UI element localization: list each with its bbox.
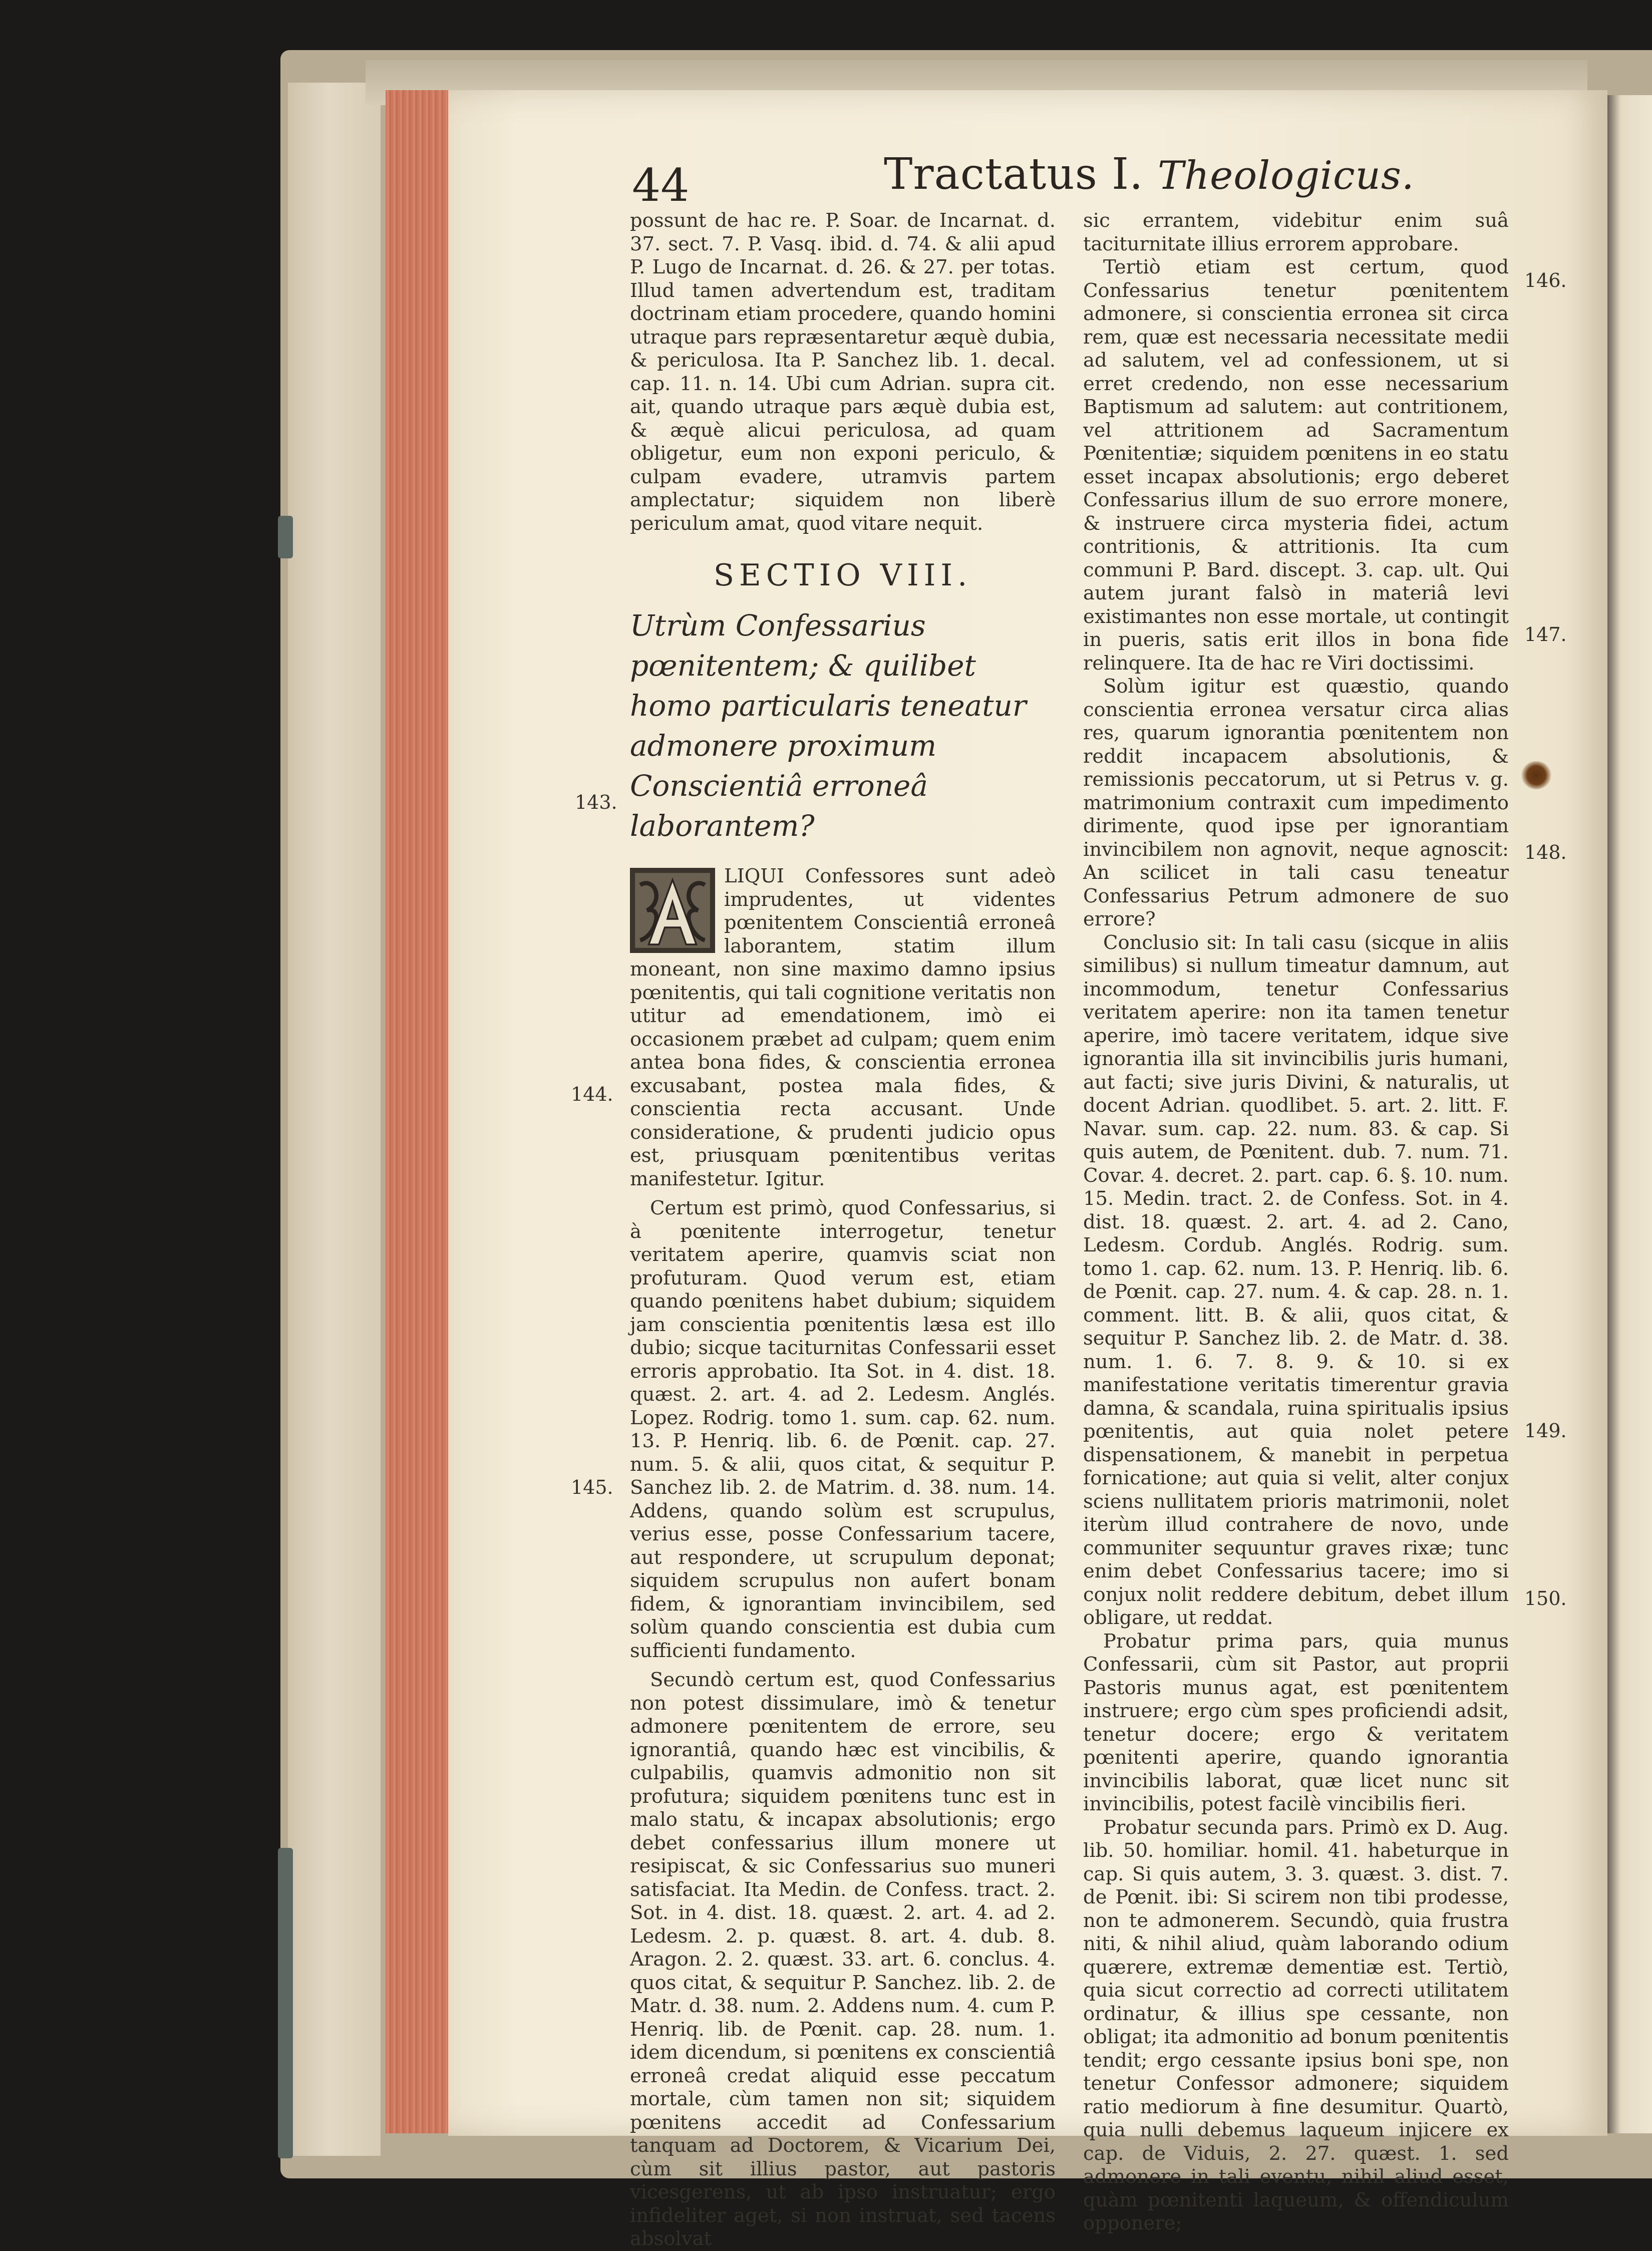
left-column <box>630 209 1056 2251</box>
margin-number-145: 145. <box>571 1476 613 1498</box>
margin-number-150: 150. <box>1524 1587 1567 1610</box>
ornamental-initial-a <box>630 868 715 953</box>
paragraph-147: Solùm igitur est quæstio, quando conscientia erronea versatur circa alias res, quarum ignorantia pœnitentem non reddit incapacem absolutionis, & remissionis peccatorum, ut si Petrus v. g. matrimonium contraxit cum impedimento dirimente, quod ipse per ignorantiam invincibilem non agnovit, neque agnoscit: An scilicet in tali casu teneatur Confessarius Petrum admonere de suo errore? <box>1083 675 1509 930</box>
clasp-bottom <box>278 1848 293 2158</box>
clasp-top <box>278 516 293 558</box>
red-page-edges <box>386 90 451 2133</box>
margin-number-149: 149. <box>1524 1420 1567 1442</box>
running-title-italic: Theologicus. <box>1157 153 1415 198</box>
paragraph-146: Tertiò etiam est certum, quod Confessarius tenetur pœnitentem admonere, si conscientia erronea sit circa rem, quæ est necessaria necessitate medii ad salutem, vel ad confessionem, ut si erret credendo, non esse necessarium Baptismum ad salutem: aut contritionem, vel attritionem ad Sacramentum Pœnitentiæ; siquidem pœnitens in eo statu esset incapax absolutionis; ergo deberet Confessarius illum de suo errore monere, & instruere circa mysteria fidei, actum contritionis, & attritionis. Ita cum communi P. Bard. discept. 3. cap. ult. Qui autem jurant falsò in materiâ levi existimantes non esse mortale, ut contingit in pueris, satis erit illos in bona fide relinquere. Ita de hac re Viri doctissimi. <box>1083 256 1509 675</box>
paragraph-145: Secundò certum est, quod Confessarius non potest dissimulare, imò & tenetur admonere pœnitentem de errore, seu ignorantiâ, quando hæc est vincibilis, & culpabilis, quamvis admonitio non sit profutura; siquidem pœnitens tunc est in malo statu, & incapax absolutionis; ergo debet confessarius illum monere ut resipiscat, & sic Confessarius suo muneri satisfaciat. Ita Medin. de Confess. tract. 2. Sot. in 4. dist. 18. quæst. 2. art. 4. ad 2. Ledesm. 2. p. quæst. 8. art. 4. dub. 8. Aragon. 2. 2. quæst. 33. art. 6. conclus. 4. quos citat, & sequitur P. Sanchez. lib. 2. de Matr. d. 38. num. 2. Addens num. 4. cum P. Henriq. lib. de Pœnit. cap. 28. num. 1. idem dicendum, si pœnitens ex conscientiâ erroneâ credat aliquid esse peccatum mortale, cùm tamen non sit; siquidem pœnitens accedit ad Confessarium tanquam ad Doctorem, & Vicarium Dei, cùm sit illius pastor, aut pastoris vicesgerens, ut ab ipso instruatur; ergo infideliter aget, si non instruat, sed tacens absolvat <box>630 1669 1056 2250</box>
running-title <box>884 149 1415 199</box>
page-number: 44 <box>632 159 690 212</box>
paragraph-149: Probatur prima pars, quia munus Confessarii, cùm sit Pastor, aut proprii Pastoris munus agat, est pœnitentem instruere; ergo cùm spes proficiendi adsit, tenetur docere; ergo & veritatem pœnitenti aperire, quando ignorantia invincibilis laborat, quæ licet nunc sit invincibilis, potest facilè vincibilis fieri. <box>1083 1630 1509 1815</box>
ink-stain <box>1521 761 1551 789</box>
paragraph-143: LIQUI Confessores sunt adeò imprudentes, ut videntes pœnitentem Conscientiâ erroneâ laborantem, statim illum moneant, non sine maximo damno ipsius pœnitentis, qui tali cognitione veritatis non utitur ad emendationem, imò ei occasionem præbet ad culpam; quem enim antea bona fides, & conscientia erronea excusabant, postea mala fides, & conscientia recta accusant. Unde consideratione, & prudenti judicio opus est, priusquam pœnitentibus veritas manifestetur. Igitur. <box>630 865 1056 1190</box>
running-title-main: Tractatus I. <box>884 149 1144 199</box>
margin-number-144: 144. <box>571 1083 613 1105</box>
facing-page-edge <box>1607 95 1652 2133</box>
right-column <box>1083 209 1509 2235</box>
paragraph-148: Conclusio sit: In tali casu (sicque in aliis similibus) si nullum timeatur damnum, aut incommodum, tenetur Confessarius veritatem aperire: non ita tamen tenetur aperire, imò tacere veritatem, idque sive ignorantia illa sit invincibilis juris humani, aut facti; sive juris Divini, & naturalis, ut docent Adrian. quodlibet. 5. art. 2. litt. F. Navar. sum. cap. 22. num. 83. & cap. Si quis autem, de Pœnitent. dub. 7. num. 71. Covar. 4. decret. 2. part. cap. 6. §. 10. num. 15. Medin. tract. 2. de Confess. Sot. in 4. dist. 18. quæst. 2. art. 4. ad 2. Cano, Ledesm. Cordub. Anglés. Rodrig. sum. tomo 1. cap. 62. num. 13. P. Henriq. lib. 6. de Pœnit. cap. 27. num. 4. & cap. 28. n. 1. comment. litt. B. & alii, quos citat, & sequitur P. Sanchez lib. 2. de Matr. d. 38. num. 1. 6. 7. 8. 9. & 10. si ex manifestatione veritatis timerentur gravia damna, & scandala, ruina spiritualis ipsius pœnitentis, aut quia nolet petere dispensationem, & manebit in perpetua fornicatione; aut quia si velit, alter conjux sciens nullitatem prioris matrimonii, nolet iterùm illud contrahere de novo, unde communiter sequuntur graves rixæ; tunc enim debet Confessarius tacere; imo si conjux nolit reddere debitum, debet illum obligare, ut reddat. <box>1083 931 1509 1629</box>
paragraph-150: Probatur secunda pars. Primò ex D. Aug. lib. 50. homiliar. homil. 41. habeturque in cap. Si quis autem, 3. 3. quæst. 3. dist. 7. de Pœnit. ibi: Si scirem non tibi prodesse, non te admonerem. Secundò, quia frustra niti, & nihil aliud, quàm laborando odium quærere, extremæ dementiæ est. Tertiò, quia sicut correctio ad correcti utilitatem ordinatur, & illius spe cessante, non obligat; ita admonitio ad bonum pœnitentis tendit; ergo cessante ipsius boni spe, non tenetur Confessor admonere; siquidem ratio mediorum à fine desumitur. Quartò, quia nulli debemus laqueum injicere ex cap. de Viduis, 2. 27. quæst. 1. sed admonere in tali eventu, nihil aliud esset, quàm pœnitenti laqueum, & offendiculum opponere; <box>1083 1816 1509 2234</box>
margin-number-143: 143. <box>575 791 617 813</box>
margin-number-147: 147. <box>1524 623 1567 646</box>
section-question: Utrùm Confessarius pœnitentem; & quilibet homo particularis teneatur admonere proximum Conscientiâ erroneâ laborantem? <box>630 608 1027 843</box>
margin-number-148: 148. <box>1524 841 1567 863</box>
paragraph-continuation-right: sic errantem, videbitur enim suâ taciturnitate illius errorem approbare. <box>1083 209 1509 255</box>
section-heading: SECTIO VIII. <box>713 558 972 593</box>
margin-number-146: 146. <box>1524 269 1567 291</box>
book-board-edge <box>288 83 381 2156</box>
paragraph-continuation: possunt de hac re. P. Soar. de Incarnat. d. 37. sect. 7. P. Vasq. ibid. d. 74. & alii apud P. Lugo de Incarnat. d. 26. & 27. per totas. Illud tamen advertendum est, traditam doctrinam etiam procedere, quando homini utraque pars repræsentaretur æquè dubia, & periculosa. Ita P. Sanchez lib. 1. decal. cap. 11. n. 14. Ubi cum Adrian. supra cit. ait, quando utraque pars æquè dubia est, & æquè alicui periculosa, ad quam obligetur, eum non exponi periculo, & culpam evadere, utramvis partem amplectatur; siquidem non liberè periculum amat, quod vitare nequit. <box>630 209 1056 535</box>
paragraph-144: Certum est primò, quod Confessarius, si à pœnitente interrogetur, tenetur veritatem aperire, quamvis sciat non profuturam. Quod verum est, etiam quando pœnitens habet dubium; siquidem jam conscientia pœnitentis læsa est illo dubio; sicque taciturnitas Confessarii esset erroris approbatio. Ita Sot. in 4. dist. 18. quæst. 2. art. 4. ad 2. Ledesm. Anglés. Lopez. Rodrig. tomo 1. sum. cap. 62. num. 13. P. Henriq. lib. 6. de Pœnit. cap. 27. num. 5. & alii, quos citat, & sequitur P. Sanchez lib. 2. de Matrim. d. 38. num. 14. Addens, quando solùm est scrupulus, verius esse, posse Confessarium tacere, aut respondere, ut scrupulum deponat; siquidem scrupulus non aufert bonam fidem, & ignorantiam invincibilem, sed solùm quando conscientia est dubia cum sufficienti fundamento. <box>630 1197 1056 1662</box>
